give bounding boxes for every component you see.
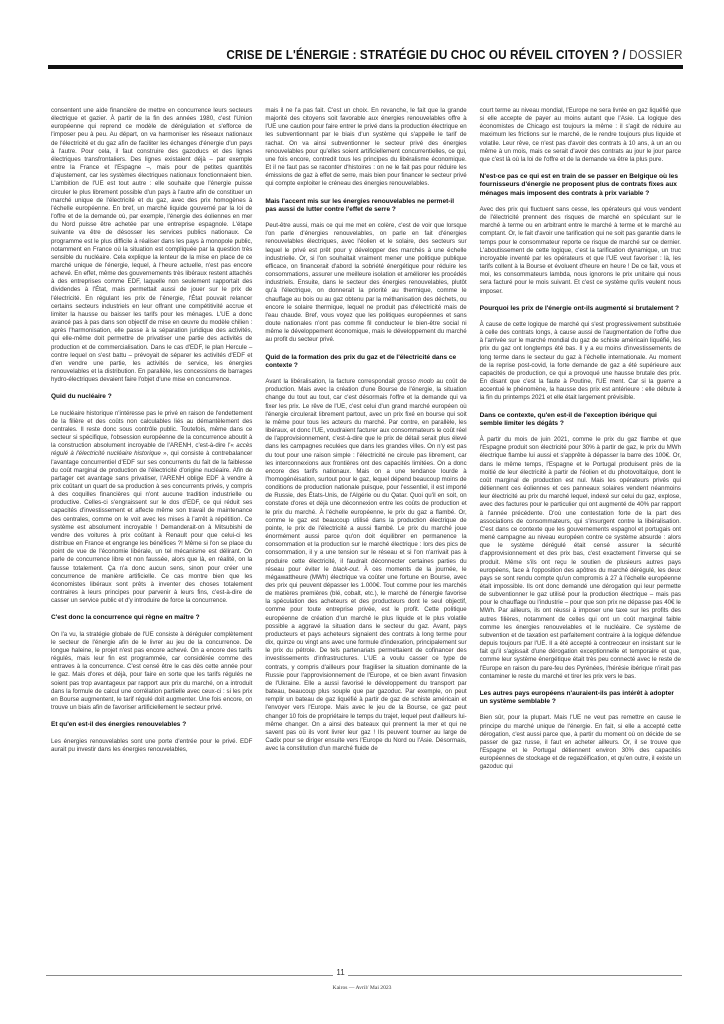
question-heading: N'est-ce pas ce qui est en train de se passer en Belgique où les fournisseurs d'énergie ne proposent plus de contrats fixes aux ménages mais imposent des contrats à prix variable ? [479, 173, 679, 197]
page-header [48, 48, 683, 78]
paragraph: À cause de cette logique de marché qui s'est progressivement substituée à celle des contrats longs, à cause aussi de l'augmentation de l'offre due à l'arrivée sur le marché mondial du gaz de schiste américain liquéfié, les prix du gaz ont longtemps été bas. Il y a eu moins d'investissements de long terme dans le secteur du gaz à l'échelle internationale. Au moment de la reprise post-covid, la forte demande de gaz a été supérieure aux capacités de production, ce qui a provoqué une hausse brutale des prix. En disant que c'est la faute à Poutine, l'UE ment. Car si la guerre a accentué le phénomène, la hausse des prix est antérieure : elle débute à la fin du printemps 2021 et elle était largement prévisible. [479, 321, 681, 402]
question-heading: Pourquoi les prix de l'énergie ont-ils augmenté si brutalement ? [479, 304, 680, 312]
italic-term: black-out [333, 565, 358, 573]
paragraph: Les énergies renouvelables sont une porte d'entrée pour le privé. EDF aurait pu investir dans les énergies renouvelables, [51, 737, 253, 753]
text-run: Avant la libéralisation, la facture correspondait [265, 378, 398, 386]
question-heading: Les autres pays européens n'auraient-ils pas intérêt à adopter un système semblable ? [479, 689, 674, 706]
paragraph: court terme au niveau mondial, l'Europe ne sera livrée en gaz liquéfié que si elle accepte de payer au moins autant que l'Asie. La logique des économistes de Chicago est toujours la même : il s'agit de réduire au maximum les frictions sur le marché, de le rendre toujours plus liquide et volatile. Leur rêve, ce n'est pas d'avoir des contrats à 10 ans, à un an ou même à un mois, mais ce serait d'avoir des contrats au jour le jour parce que c'est là où la loi de l'offre et de la demande va être la plus pure. [479, 107, 681, 163]
text-run: . À ces moments de la journée, le mégawattheure (MWh) électrique va coûter une fortune en Bourse, avec des prix qui peuvent dépasser les 1.000€. Tout comme pour les marchés de matières premières (blé, cobalt, etc.), le marché de l'énergie favorise la spéculation des acheteurs et des producteurs dont le seul objectif, comme pour toute entreprise privée, est le profit. Cette politique européenne de création d'un marché le plus liquide et le plus volatile possible a aggravé la situation dans le secteur du gaz. Avant, pays producteurs et pays acheteurs signaient des contrats à long terme pour dix, quinze ou vingt ans avec une formule d'indexation, principalement sur le prix du pétrole. De tels partenariats permettaient de cofinancer des investissements d'infrastructures. L'UE a voulu casser ce type de contrats, y compris d'ailleurs pour fragiliser la situation dominante de la Russie pour l'approvisionnement de l'Europe, et ce bien avant l'invasion de l'Ukraine. Elle a aussi favorisé le développement du transport par bateau, beaucoup plus souple que par gazoduc. Par exemple, on peut remplir un bateau de gaz liquéfié à partir de gaz de schiste américain et l'envoyer vers l'Europe. Mais avec le jeu de la Bourse, ce gaz peut changer 10 fois de propriétaire le temps du trajet, lequel peut d'ailleurs lui-même changer. On a ainsi des bateaux qui prennent la mer et qui ne savent pas où ils vont livrer leur gaz ! Ils peuvent tourner au large de Cadix pour se diriger ensuite vers l'Europe du Nord ou l'Asie. Désormais, avec la constitution d'un marché fluide de [265, 565, 467, 753]
column-right [480, 107, 681, 954]
paragraph: On l'a vu, la stratégie globale de l'UE consiste à déréguler complètement le secteur de l'énergie afin de le livrer au jeu de la concurrence. De longue haleine, le projet n'est pas encore achevé. On a encore des tarifs régulés, mais leur fin est programmée, car considérée comme des entraves à la concurrence. C'est censé être le cas dès cette année pour le gaz. Mais d'ores et déjà, pour faire en sorte que les tarifs régulés ne soient pas trop avantageux par rapport aux prix du marché, on a introduit dans la formule de calcul une corrélation partielle avec ceux-ci : si les prix en Bourse augmentent, le tarif régulé doit augmenter. Une fois encore, on trouve un biais afin de favoriser artificiellement le secteur privé. [51, 630, 253, 712]
article-body [51, 107, 681, 954]
section-label: DOSSIER [629, 48, 683, 62]
paragraph: Peut-être aussi, mais ce qui me met en colère, c'est de voir que lorsque l'on parle d'énergies renouvelables, on parle en fait d'énergies renouvelables électriques, avec l'éolien et le solaire, des secteurs sur lequel le privé est prêt pour y développer des marchés à une échelle industrielle. Or, si l'on souhaitait vraiment mener une politique publique efficace, on financerait d'abord la sobriété énergétique pour réduire les consommations, assurer une meilleure isolation et améliorer les procédés industriels. Ensuite, dans le secteur des énergies renouvelables, plutôt qu'à l'électrique, on donnerait la priorité au thermique, comme le chauffage au bois ou au gaz obtenu par la méthanisation des déchets, ou encore le solaire thermique, lequel ne produit pas d'électricité mais de l'eau chaude. Bref, vous voyez que les politiques européennes et sans doute nationales n'ont pas comme fil conducteur le bien-être social ni même le développement économique, mais le développement du marché au profit du secteur privé. [265, 222, 467, 344]
paragraph [51, 410, 252, 606]
running-title [227, 48, 683, 62]
italic-term: grosso modo [397, 378, 434, 386]
paragraph: mais il ne l'a pas fait. C'est un choix. En revanche, le fait que la grande majorité des citoyens soit favorable aux énergies renouvelables offre à l'UE une caution pour faire entrer le privé dans la production électrique en les subventionnant par le biais d'un système qui s'appelle le tarif de rachat. On va ainsi subventionner le secteur privé des énergies renouvelables pour qu'elles soient artificiellement concurrentielles, ce qui, une fois encore, contredit tous les principes du libéralisme économique. Et il ne faut pas se raconter d'histoires : on ne le fait pas pour réduire les émissions de gaz à effet de serre, mais bien pour financer le secteur privé qui compte exploiter le créneau des énergies renouvelables. [265, 107, 467, 188]
issue-line: Kairos — Avril/ Mai 2023 [332, 985, 392, 991]
question-heading: Et qu'en est-il des énergies renouvelables ? [51, 721, 187, 729]
text-run: au coût de production. Mais avec la création d'une Bourse de l'énergie, la situation change du tout au tout, car c'est désormais l'offre et la demande qui va fixer les prix. Le rêve de l'UE, c'est celui d'un grand marché européen où l'énergie circulerait librement partout, avec un prix fixé en bourse qui soit le même pour tous les acteurs du marché. Par contre, en parallèle, les libéraux, et donc l'UE, voudraient facturer aux consommateurs le coût réel de l'approvisionnement, c'est-à-dire que le prix de détail serait plus élevé dans les campagnes reculées que dans les grandes villes. On n'y est pas du tout pour une raison simple : l'électricité ne circule pas librement, car les interconnexions aux frontières ont des capacités limitées. On a donc encore des tarifs nationaux. Mais on a une tendance lourde à l'homogénéisation, surtout pour le gaz, lequel dépend beaucoup moins de conditions de production nationale puisque, pour l'essentiel, il est importé de Russie, des États-Unis, de l'Algérie ou du Qatar. Quoi qu'il en soit, on constate d'ores et déjà une déconnexion entre les coûts de production et le prix du marché. À l'échelle européenne, le prix du gaz a flambé. Or, comme le gaz est beaucoup utilisé dans la production électrique de pointe, le prix de l'électricité a aussi flambé. Le prix du marché joue énormément aussi parce qu'on doit équilibrer en permanence la consommation et la production sur le marché électrique : lors des pics de consommation, il y a une tension sur le réseau et si l'on n'arrivait pas à produire cette électricité, il faudrait déconnecter certaines parties du réseau pour éviter le [265, 378, 467, 573]
question-heading: Dans ce contexte, qu'en est-il de l'exception ibérique qui semble limiter les dégâts ? [479, 411, 657, 427]
column-left [51, 107, 252, 954]
paragraph: consentent une aide financière de mettre en concurrence leurs secteurs électrique et gazier. À partir de la fin des années 1980, c'est l'Union européenne qui reprend ce modèle de dérégulation et s'efforce de l'imposer peu à peu. Au départ, on va harmoniser les réseaux nationaux de l'électricité et du gaz afin de faciliter les échanges d'énergie d'un pays à l'autre. Pour cela, il faut construire des gazoducs et des lignes électriques transfrontaliers. Des lignes existaient déjà – par exemple entre la France et l'Espagne –, mais pour de petites quantités d'ajustement, car les systèmes électriques nationaux fonctionnaient bien. L'ambition de l'UE est tout autre : elle souhaite que l'énergie puisse circuler le plus librement possible d'un pays à l'autre afin de constituer un marché unique de l'électricité et du gaz, avec des prix homogènes à l'échelle européenne. En bref, un marché liquide gouverné par la loi de l'offre et de la demande où, par exemple, l'énergie des éoliennes en mer du Nord puisse être achetée par une entreprise espagnole. L'étape suivante va être de désosser les services publics nationaux. Ce programme est le plus difficile à réaliser dans les pays à monopole public, notamment en France où la situation est compliquée par la question très sensible du nucléaire. Cela explique la lenteur de la mise en place de ce marché unique de l'énergie, lequel, à l'heure actuelle, n'est pas encore achevé. En effet, même des gouvernements très libéraux restent attachés à des entreprises comme EDF, laquelle non seulement rapportait des dividendes à l'État, mais permettait aussi de jouer sur le prix de l'électricité. En régulant les prix de l'énergie, l'État pouvait relancer certains secteurs industriels en leur offrant une compétitivité accrue et limiter la hausse ou baisser les tarifs pour les ménages. L'UE a donc avancé pas à pas dans son objectif de mise en œuvre du modèle chilien : après l'harmonisation, elle passe à la séparation juridique des activités, qui elle-même doit permettre de privatiser une partie des activités de production et de commercialisation. Dans le cas d'EDF, le plan Hercule – contre lequel on s'est battu – prévoyait de séparer les activités d'EDF et d'en vendre une partie, les activités de service, les énergies renouvelables et la distribution. En parallèle, les concessions de barrages hydro-électriques devaient faire l'objet d'une mise en concurrence. [51, 107, 253, 384]
header-rule [48, 65, 683, 69]
paragraph: Bien sûr, pour la plupart. Mais l'UE ne veut pas remettre en cause le principe du marché unique de l'énergie. En fait, si elle a accepté cette dérogation, c'est aussi parce que, à partir du moment où on décide de se passer de gaz russe, il faut en acheter ailleurs. Or, il se trouve que l'Espagne et le Portugal détiennent environ 30% des capacités européennes de stockage et de regazéification, et qu'en outre, il existe un gazoduc qui [479, 714, 681, 771]
paragraph: À partir du mois de juin 2021, comme le prix du gaz flambe et que l'Espagne produit son électricité pour 30% à partir de gaz, le prix du MWh électrique flambe lui aussi et s'apprête à dépasser la barre des 100€. Or, dans le même temps, l'Espagne et le Portugal produisent près de la moitié de leur électricité à partir de l'éolien et du photovoltaïque, dont le coût marginal de production est nul. Mais les opérateurs privés qui détiennent ces éoliennes et ces panneaux solaires vendent néanmoins leur électricité au prix du marché lequel, indexé sur celui du gaz, explose, avec des factures pour le particulier qui ont augmenté de 40% par rapport à l'année précédente. D'où une contestation forte de la part des associations de consommateurs, qui s'insurgent contre la libéralisation. C'est dans ce contexte que les gouvernements espagnol et portugais ont mené campagne au niveau européen contre ce système absurde : alors que le système dérégulé était censé assurer la sécurité d'approvisionnement et des prix bas, c'est exactement l'inverse qui se produit. Même s'ils ont reçu le soutien de plusieurs autres pays européens, face à l'opposition des apôtres du marché dérégulé, les deux pays se sont rendu compte qu'un compromis à 27 à l'échelle européenne était impossible. Ils ont donc demandé une dérogation qui leur permette de subventionner le gaz utilisé pour la production électrique – mais pas pour le chauffage ou l'industrie – pour que son prix ne dépasse pas 40€ le MWh. Par ailleurs, ils ont réussi à imposer une taxe sur les profits des autres filières, notamment de celles qui ont un coût marginal faible comme les énergies renouvelables et le nucléaire. Ce système de subvention et de taxation est parfaitement contraire à la logique défendue depuis toujours par l'UE. Il a été accepté à contrecœur en insistant sur le fait qu'il s'agissait d'une dérogation exceptionnelle et temporaire et que, comme leur système énergétique était très peu connecté avec le reste de l'Europe en raison du pare-feu des Pyrénées, l'hérésie ibérique n'irait pas contaminer le reste du marché et tirer les prix vers le bas. [479, 436, 681, 680]
question-heading: C'est donc la concurrence qui règne en maître ? [51, 614, 200, 622]
article-title: CRISE DE L'ÉNERGIE : STRATÉGIE DU CHOC OU RÉVEIL CITOYEN ? [226, 48, 620, 62]
text-run: Le nucléaire historique n'intéresse pas le privé en raison de l'endettement de la filière et des coûts non calculables liés au démantèlement des centrales. Il reste donc sous contrôle public. Toutefois, même dans ce secteur si spécifique, l'obsession européenne de la concurrence aboutit à la construction absolument incroyable de l'ARENH, c'est-à-dire l'« [51, 409, 253, 450]
text-run: », qui consiste à contrebalancer l'avantage concurrentiel d'EDF sur ses concurrents du fait de la faiblesse du coût marginal de production de l'électricité d'origine nucléaire. Afin de partager cet avantage sans privatiser, l'ARENH oblige EDF à vendre à prix coûtant un quart de sa production à ses concurrents privés, y compris à des coquilles financières qui n'ont aucune tradition industrielle ou productive. Celles-ci s'engraissent sur le dos d'EDF, ce qui réduit ses capacités d'investissement et affecte même son travail de maintenance des centrales, comme on le voit avec les mises à l'arrêt à répétition. Ce système est absolument incroyable ! Demanderait-on à Mitsubishi de vendre des voitures à prix coûtant à Renault pour que celui-ci les distribue en France et engrange les bénéfices ?! Même si l'on se place du point de vue de l'économie libérale, un tel mécanisme est délirant. On parle de concurrence libre et non faussée, alors que là, en réalité, on la fausse totalement. Ça n'a donc aucun sens, sinon pour créer une concurrence de manière artificielle. Ce cas montre bien que les économistes libéraux sont prêts à inventer des choses totalement contraires à leurs principes pour parvenir à leurs fins, c'est-à-dire de casser un service public et d'y introduire de force la concurrence. [51, 450, 253, 605]
question-heading: Mais l'accent mis sur les énergies renouvelables ne permet-il pas aussi de lutter contre l'effet de serre ? [265, 197, 455, 213]
title-separator: / [619, 48, 630, 62]
column-middle [265, 107, 466, 954]
question-heading: Quid du nucléaire ? [51, 393, 112, 401]
question-heading: Quid de la formation des prix du gaz et de l'électricité dans ce contexte ? [265, 353, 457, 369]
italic-term: accès régulé à l'électricité nucléaire historique [51, 442, 253, 458]
footer-rule-right [348, 975, 682, 976]
paragraph [265, 378, 466, 753]
paragraph: Avec des prix qui fluctuent sans cesse, les opérateurs qui vous vendent de l'électricité prennent des risques de marché en spéculant sur le marché à terme ou en arbitrant entre le marché à terme et le marché au comptant. Or, le fait d'avoir une tarification qui ne soit pas garantie dans le temps pour le consommateur reporte ce risque de marché sur ce dernier. L'aboutissement de cette logique, c'est la tarification dynamique, un truc incroyable inventé par les opérateurs et que l'UE veut favoriser : là, les tarifs collent à la Bourse et évoluent d'heure en heure ! De ce fait, vous et moi, les consommateurs lambda, nous ignorons le prix unitaire qui nous sera facturé pour le mois suivant. Et c'est ce système qu'ils veulent nous imposer. [479, 205, 681, 295]
page-number: 11 [336, 968, 345, 977]
footer-rule-left [46, 975, 333, 976]
